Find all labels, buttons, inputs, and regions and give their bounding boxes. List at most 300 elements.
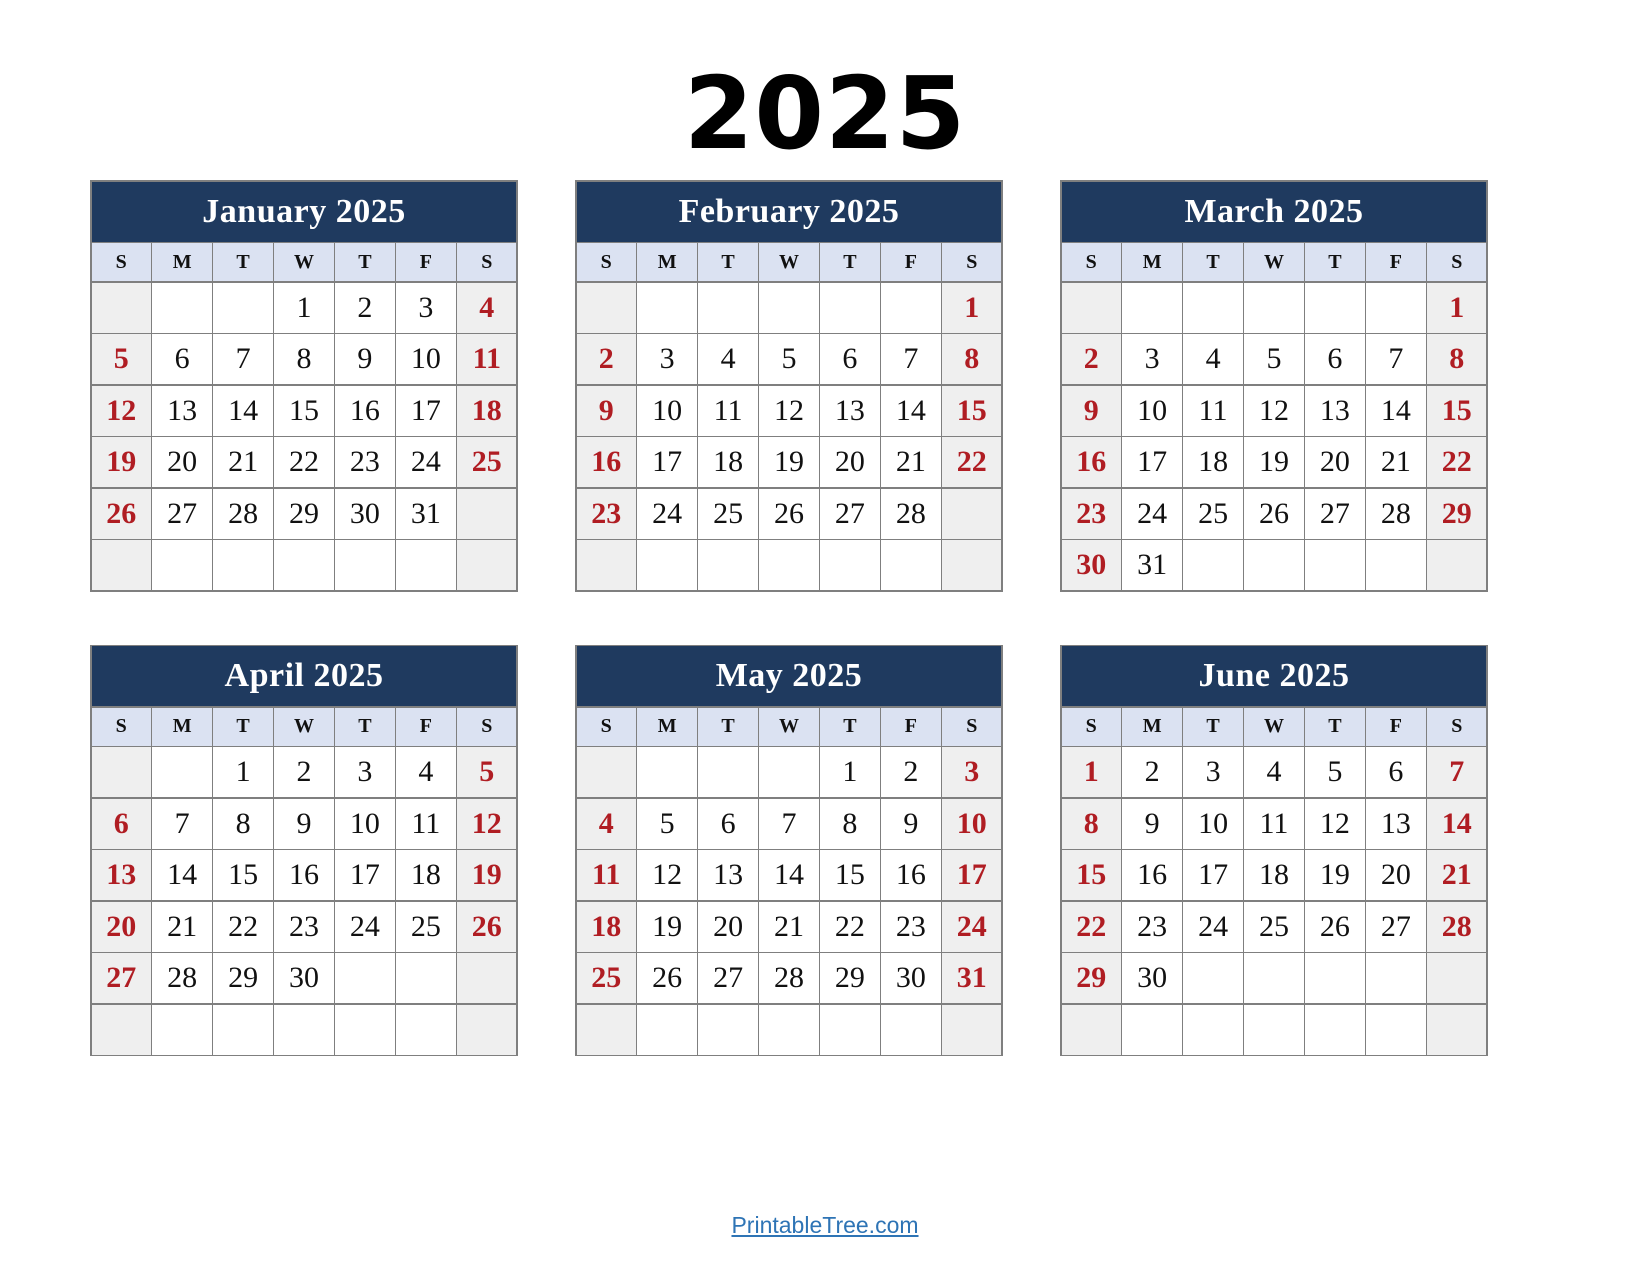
date-cell-empty <box>335 1005 394 1055</box>
date-cell-may-24: 24 <box>942 902 1001 952</box>
date-cell-april-12: 12 <box>457 799 516 849</box>
weekday-label: W <box>274 708 333 746</box>
date-cell-february-25: 25 <box>698 489 757 539</box>
date-cell-empty <box>396 953 455 1003</box>
date-cell-april-2: 2 <box>274 747 333 797</box>
date-cell-empty <box>820 283 879 333</box>
date-cell-january-12: 12 <box>92 386 151 436</box>
date-cell-march-1: 1 <box>1427 283 1486 333</box>
date-cell-march-2: 2 <box>1062 334 1121 384</box>
date-cell-empty <box>942 540 1001 590</box>
date-cell-january-8: 8 <box>274 334 333 384</box>
date-cell-empty <box>942 1005 1001 1055</box>
date-cell-june-19: 19 <box>1305 850 1364 900</box>
date-cell-february-11: 11 <box>698 386 757 436</box>
date-cell-june-25: 25 <box>1244 902 1303 952</box>
month-calendar-february <box>575 180 1003 592</box>
date-cell-april-24: 24 <box>335 902 394 952</box>
date-cell-june-15: 15 <box>1062 850 1121 900</box>
weekday-label: T <box>335 708 394 746</box>
date-cell-june-1: 1 <box>1062 747 1121 797</box>
date-cell-empty <box>92 747 151 797</box>
date-cell-empty <box>759 1005 818 1055</box>
date-cell-february-18: 18 <box>698 437 757 487</box>
weekday-label: S <box>577 243 636 281</box>
date-cell-june-18: 18 <box>1244 850 1303 900</box>
date-cell-empty <box>1305 953 1364 1003</box>
date-cell-may-28: 28 <box>759 953 818 1003</box>
date-cell-empty <box>1244 540 1303 590</box>
date-cell-empty <box>1183 283 1242 333</box>
month-title-february: February 2025 <box>577 182 1002 242</box>
date-cell-empty <box>457 1005 516 1055</box>
date-cell-may-1: 1 <box>820 747 879 797</box>
date-cell-march-16: 16 <box>1062 437 1121 487</box>
date-cell-march-25: 25 <box>1183 489 1242 539</box>
date-cell-april-10: 10 <box>335 799 394 849</box>
date-cell-january-27: 27 <box>152 489 211 539</box>
date-cell-may-3: 3 <box>942 747 1001 797</box>
date-cell-march-29: 29 <box>1427 489 1486 539</box>
date-cell-april-22: 22 <box>213 902 272 952</box>
footer <box>0 1212 1650 1239</box>
date-cell-empty <box>152 1005 211 1055</box>
date-cell-february-13: 13 <box>820 386 879 436</box>
weekday-label: T <box>1305 243 1364 281</box>
date-cell-february-16: 16 <box>577 437 636 487</box>
date-cell-february-23: 23 <box>577 489 636 539</box>
date-cell-april-7: 7 <box>152 799 211 849</box>
date-cell-february-17: 17 <box>637 437 696 487</box>
date-cell-empty <box>698 747 757 797</box>
date-cell-may-23: 23 <box>881 902 940 952</box>
weekday-label: T <box>820 243 879 281</box>
date-cell-may-15: 15 <box>820 850 879 900</box>
date-cell-march-12: 12 <box>1244 386 1303 436</box>
date-cell-june-13: 13 <box>1366 799 1425 849</box>
date-cell-april-16: 16 <box>274 850 333 900</box>
date-cell-march-5: 5 <box>1244 334 1303 384</box>
date-cell-february-10: 10 <box>637 386 696 436</box>
date-cell-empty <box>759 747 818 797</box>
date-cell-february-24: 24 <box>637 489 696 539</box>
date-cell-june-7: 7 <box>1427 747 1486 797</box>
date-cell-april-26: 26 <box>457 902 516 952</box>
month-calendar-march <box>1060 180 1488 592</box>
date-cell-march-7: 7 <box>1366 334 1425 384</box>
date-cell-empty <box>457 489 516 539</box>
date-cell-march-14: 14 <box>1366 386 1425 436</box>
date-cell-empty <box>1183 1005 1242 1055</box>
date-cell-january-21: 21 <box>213 437 272 487</box>
date-cell-january-23: 23 <box>335 437 394 487</box>
date-cell-june-23: 23 <box>1122 902 1181 952</box>
date-cell-empty <box>1366 1005 1425 1055</box>
date-cell-march-4: 4 <box>1183 334 1242 384</box>
date-cell-empty <box>698 540 757 590</box>
weekday-label: W <box>759 708 818 746</box>
date-cell-may-17: 17 <box>942 850 1001 900</box>
date-cell-february-20: 20 <box>820 437 879 487</box>
date-cell-february-15: 15 <box>942 386 1001 436</box>
date-cell-february-1: 1 <box>942 283 1001 333</box>
date-cell-empty <box>881 1005 940 1055</box>
date-cell-empty <box>820 1005 879 1055</box>
date-cell-april-19: 19 <box>457 850 516 900</box>
weekday-label: S <box>942 243 1001 281</box>
date-cell-march-27: 27 <box>1305 489 1364 539</box>
weekday-label: S <box>457 243 516 281</box>
year-title: 2025 <box>683 55 967 172</box>
date-cell-june-16: 16 <box>1122 850 1181 900</box>
date-cell-march-24: 24 <box>1122 489 1181 539</box>
date-cell-march-31: 31 <box>1122 540 1181 590</box>
date-cell-may-19: 19 <box>637 902 696 952</box>
date-cell-empty <box>213 540 272 590</box>
date-cell-empty <box>759 283 818 333</box>
date-cell-empty <box>1305 283 1364 333</box>
weekday-label: W <box>274 243 333 281</box>
date-cell-january-25: 25 <box>457 437 516 487</box>
month-title-january: January 2025 <box>92 182 517 242</box>
date-cell-empty <box>820 540 879 590</box>
date-cell-april-6: 6 <box>92 799 151 849</box>
date-cell-january-6: 6 <box>152 334 211 384</box>
date-cell-june-3: 3 <box>1183 747 1242 797</box>
date-cell-february-5: 5 <box>759 334 818 384</box>
date-cell-february-3: 3 <box>637 334 696 384</box>
date-cell-april-9: 9 <box>274 799 333 849</box>
weekday-label: T <box>1305 708 1364 746</box>
weekday-label: S <box>942 708 1001 746</box>
date-cell-may-16: 16 <box>881 850 940 900</box>
date-cell-empty <box>698 1005 757 1055</box>
date-cell-empty <box>698 283 757 333</box>
date-cell-empty <box>274 1005 333 1055</box>
month-title-may: May 2025 <box>577 646 1002 706</box>
date-cell-empty <box>274 540 333 590</box>
date-cell-empty <box>1244 1005 1303 1055</box>
date-cell-march-8: 8 <box>1427 334 1486 384</box>
date-cell-june-17: 17 <box>1183 850 1242 900</box>
date-cell-may-27: 27 <box>698 953 757 1003</box>
date-cell-empty <box>637 283 696 333</box>
date-cell-january-30: 30 <box>335 489 394 539</box>
date-cell-empty <box>1366 540 1425 590</box>
date-cell-empty <box>335 540 394 590</box>
weekday-label: T <box>213 708 272 746</box>
date-cell-june-9: 9 <box>1122 799 1181 849</box>
date-cell-january-29: 29 <box>274 489 333 539</box>
date-cell-february-27: 27 <box>820 489 879 539</box>
date-cell-empty <box>92 283 151 333</box>
date-cell-may-31: 31 <box>942 953 1001 1003</box>
date-cell-february-2: 2 <box>577 334 636 384</box>
date-cell-april-8: 8 <box>213 799 272 849</box>
date-cell-january-18: 18 <box>457 386 516 436</box>
month-calendar-may <box>575 645 1003 1057</box>
date-cell-may-2: 2 <box>881 747 940 797</box>
date-cell-march-17: 17 <box>1122 437 1181 487</box>
date-cell-empty <box>213 283 272 333</box>
date-cell-empty <box>881 540 940 590</box>
date-cell-january-19: 19 <box>92 437 151 487</box>
date-cell-february-8: 8 <box>942 334 1001 384</box>
date-cell-april-23: 23 <box>274 902 333 952</box>
date-cell-january-26: 26 <box>92 489 151 539</box>
weekday-label: M <box>637 243 696 281</box>
date-cell-january-7: 7 <box>213 334 272 384</box>
date-cell-empty <box>152 747 211 797</box>
month-title-march: March 2025 <box>1062 182 1487 242</box>
date-cell-march-20: 20 <box>1305 437 1364 487</box>
date-cell-january-31: 31 <box>396 489 455 539</box>
date-cell-empty <box>577 747 636 797</box>
date-cell-january-11: 11 <box>457 334 516 384</box>
weekday-label: F <box>1366 708 1425 746</box>
date-cell-empty <box>1366 953 1425 1003</box>
date-cell-may-8: 8 <box>820 799 879 849</box>
printabletree-link[interactable]: PrintableTree.com <box>731 1212 919 1238</box>
date-cell-may-5: 5 <box>637 799 696 849</box>
month-title-june: June 2025 <box>1062 646 1487 706</box>
weekday-label: F <box>881 708 940 746</box>
date-cell-june-28: 28 <box>1427 902 1486 952</box>
weekday-label: W <box>1244 243 1303 281</box>
date-cell-march-9: 9 <box>1062 386 1121 436</box>
date-cell-april-18: 18 <box>396 850 455 900</box>
date-cell-january-28: 28 <box>213 489 272 539</box>
date-cell-empty <box>637 540 696 590</box>
date-cell-january-16: 16 <box>335 386 394 436</box>
weekday-label: T <box>698 708 757 746</box>
calendar-grid <box>90 180 1488 1056</box>
date-cell-may-30: 30 <box>881 953 940 1003</box>
date-cell-january-15: 15 <box>274 386 333 436</box>
date-cell-february-6: 6 <box>820 334 879 384</box>
date-cell-january-1: 1 <box>274 283 333 333</box>
date-cell-april-11: 11 <box>396 799 455 849</box>
weekday-label: T <box>335 243 394 281</box>
date-cell-february-26: 26 <box>759 489 818 539</box>
date-cell-january-14: 14 <box>213 386 272 436</box>
date-cell-empty <box>92 540 151 590</box>
date-cell-empty <box>396 540 455 590</box>
date-cell-empty <box>335 953 394 1003</box>
date-cell-empty <box>577 540 636 590</box>
date-cell-march-13: 13 <box>1305 386 1364 436</box>
date-cell-empty <box>1062 283 1121 333</box>
weekday-label: S <box>577 708 636 746</box>
date-cell-february-28: 28 <box>881 489 940 539</box>
weekday-label: F <box>396 243 455 281</box>
date-cell-january-5: 5 <box>92 334 151 384</box>
date-cell-january-20: 20 <box>152 437 211 487</box>
date-cell-empty <box>152 540 211 590</box>
weekday-label: S <box>1062 243 1121 281</box>
date-cell-empty <box>1122 283 1181 333</box>
date-cell-june-24: 24 <box>1183 902 1242 952</box>
weekday-label: M <box>637 708 696 746</box>
weekday-label: F <box>396 708 455 746</box>
date-cell-january-3: 3 <box>396 283 455 333</box>
month-calendar-june <box>1060 645 1488 1057</box>
date-cell-may-20: 20 <box>698 902 757 952</box>
date-cell-april-1: 1 <box>213 747 272 797</box>
date-cell-empty <box>577 1005 636 1055</box>
date-cell-march-10: 10 <box>1122 386 1181 436</box>
date-cell-march-26: 26 <box>1244 489 1303 539</box>
date-cell-january-17: 17 <box>396 386 455 436</box>
date-cell-may-4: 4 <box>577 799 636 849</box>
weekday-label: M <box>1122 243 1181 281</box>
date-cell-may-12: 12 <box>637 850 696 900</box>
date-cell-march-19: 19 <box>1244 437 1303 487</box>
date-cell-june-20: 20 <box>1366 850 1425 900</box>
date-cell-may-25: 25 <box>577 953 636 1003</box>
date-cell-january-24: 24 <box>396 437 455 487</box>
date-cell-empty <box>1183 953 1242 1003</box>
date-cell-march-15: 15 <box>1427 386 1486 436</box>
date-cell-empty <box>1427 953 1486 1003</box>
date-cell-june-26: 26 <box>1305 902 1364 952</box>
date-cell-april-25: 25 <box>396 902 455 952</box>
date-cell-february-9: 9 <box>577 386 636 436</box>
date-cell-june-11: 11 <box>1244 799 1303 849</box>
date-cell-empty <box>1305 1005 1364 1055</box>
date-cell-empty <box>1244 283 1303 333</box>
weekday-label: S <box>1427 243 1486 281</box>
weekday-label: M <box>152 708 211 746</box>
date-cell-may-10: 10 <box>942 799 1001 849</box>
date-cell-empty <box>92 1005 151 1055</box>
date-cell-may-9: 9 <box>881 799 940 849</box>
date-cell-may-7: 7 <box>759 799 818 849</box>
date-cell-empty <box>213 1005 272 1055</box>
date-cell-april-17: 17 <box>335 850 394 900</box>
date-cell-empty <box>577 283 636 333</box>
weekday-label: S <box>1062 708 1121 746</box>
date-cell-march-22: 22 <box>1427 437 1486 487</box>
weekday-label: S <box>1427 708 1486 746</box>
weekday-label: W <box>759 243 818 281</box>
date-cell-june-14: 14 <box>1427 799 1486 849</box>
date-cell-june-4: 4 <box>1244 747 1303 797</box>
date-cell-june-6: 6 <box>1366 747 1425 797</box>
date-cell-empty <box>637 747 696 797</box>
weekday-label: T <box>1183 243 1242 281</box>
date-cell-may-21: 21 <box>759 902 818 952</box>
weekday-label: T <box>698 243 757 281</box>
date-cell-may-29: 29 <box>820 953 879 1003</box>
date-cell-may-18: 18 <box>577 902 636 952</box>
date-cell-april-29: 29 <box>213 953 272 1003</box>
date-cell-january-9: 9 <box>335 334 394 384</box>
date-cell-january-10: 10 <box>396 334 455 384</box>
weekday-label: T <box>1183 708 1242 746</box>
date-cell-february-7: 7 <box>881 334 940 384</box>
date-cell-empty <box>637 1005 696 1055</box>
date-cell-february-14: 14 <box>881 386 940 436</box>
date-cell-march-23: 23 <box>1062 489 1121 539</box>
date-cell-may-11: 11 <box>577 850 636 900</box>
date-cell-march-28: 28 <box>1366 489 1425 539</box>
month-calendar-april <box>90 645 518 1057</box>
date-cell-june-29: 29 <box>1062 953 1121 1003</box>
date-cell-april-15: 15 <box>213 850 272 900</box>
date-cell-empty <box>152 283 211 333</box>
date-cell-june-21: 21 <box>1427 850 1486 900</box>
weekday-label: T <box>820 708 879 746</box>
date-cell-march-6: 6 <box>1305 334 1364 384</box>
date-cell-empty <box>457 540 516 590</box>
date-cell-february-12: 12 <box>759 386 818 436</box>
date-cell-january-22: 22 <box>274 437 333 487</box>
date-cell-april-21: 21 <box>152 902 211 952</box>
date-cell-february-22: 22 <box>942 437 1001 487</box>
date-cell-june-30: 30 <box>1122 953 1181 1003</box>
date-cell-march-3: 3 <box>1122 334 1181 384</box>
date-cell-march-11: 11 <box>1183 386 1242 436</box>
date-cell-april-20: 20 <box>92 902 151 952</box>
date-cell-empty <box>1183 540 1242 590</box>
date-cell-march-30: 30 <box>1062 540 1121 590</box>
date-cell-june-27: 27 <box>1366 902 1425 952</box>
date-cell-april-5: 5 <box>457 747 516 797</box>
date-cell-empty <box>1122 1005 1181 1055</box>
date-cell-february-4: 4 <box>698 334 757 384</box>
date-cell-april-27: 27 <box>92 953 151 1003</box>
date-cell-empty <box>942 489 1001 539</box>
date-cell-empty <box>1062 1005 1121 1055</box>
date-cell-april-28: 28 <box>152 953 211 1003</box>
date-cell-january-2: 2 <box>335 283 394 333</box>
date-cell-april-3: 3 <box>335 747 394 797</box>
date-cell-january-13: 13 <box>152 386 211 436</box>
weekday-label: W <box>1244 708 1303 746</box>
date-cell-may-22: 22 <box>820 902 879 952</box>
date-cell-empty <box>1366 283 1425 333</box>
date-cell-may-13: 13 <box>698 850 757 900</box>
date-cell-empty <box>1305 540 1364 590</box>
date-cell-april-14: 14 <box>152 850 211 900</box>
date-cell-empty <box>881 283 940 333</box>
date-cell-empty <box>759 540 818 590</box>
weekday-label: M <box>152 243 211 281</box>
weekday-label: S <box>92 243 151 281</box>
weekday-label: S <box>92 708 151 746</box>
date-cell-february-21: 21 <box>881 437 940 487</box>
date-cell-may-6: 6 <box>698 799 757 849</box>
weekday-label: M <box>1122 708 1181 746</box>
date-cell-empty <box>396 1005 455 1055</box>
month-calendar-january <box>90 180 518 592</box>
date-cell-february-19: 19 <box>759 437 818 487</box>
date-cell-june-10: 10 <box>1183 799 1242 849</box>
date-cell-empty <box>457 953 516 1003</box>
date-cell-march-18: 18 <box>1183 437 1242 487</box>
month-title-april: April 2025 <box>92 646 517 706</box>
date-cell-june-5: 5 <box>1305 747 1364 797</box>
weekday-label: F <box>881 243 940 281</box>
date-cell-june-12: 12 <box>1305 799 1364 849</box>
date-cell-april-4: 4 <box>396 747 455 797</box>
date-cell-may-14: 14 <box>759 850 818 900</box>
date-cell-empty <box>1427 540 1486 590</box>
date-cell-june-8: 8 <box>1062 799 1121 849</box>
date-cell-january-4: 4 <box>457 283 516 333</box>
weekday-label: S <box>457 708 516 746</box>
